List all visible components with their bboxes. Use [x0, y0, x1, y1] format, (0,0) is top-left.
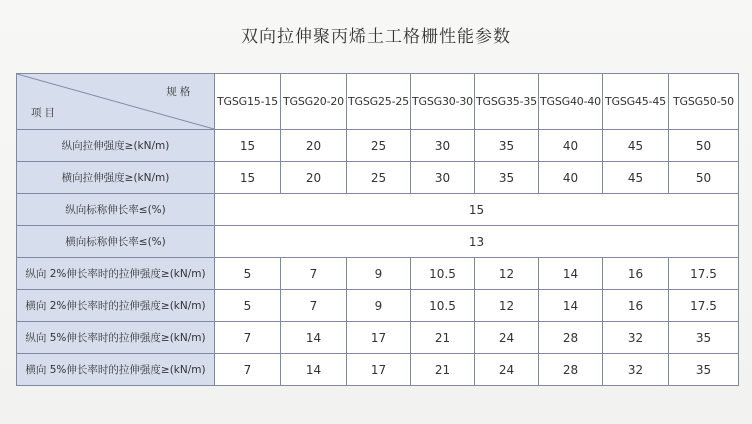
column-header-tgsg20-20: TGSG20-20 — [281, 74, 347, 130]
table-row — [17, 162, 739, 194]
value-cell: 35 — [669, 322, 739, 354]
value-cell: 17.5 — [669, 290, 739, 322]
table-row — [17, 130, 739, 162]
merged-value-cell: 15 — [215, 194, 739, 226]
corner-spec-label: 规 格 — [166, 86, 190, 98]
value-cell: 25 — [347, 162, 411, 194]
value-cell: 14 — [539, 258, 603, 290]
value-cell: 12 — [475, 290, 539, 322]
row-label: 横向 2%伸长率时的拉伸强度≥(kN/m) — [17, 290, 215, 322]
column-header-tgsg50-50: TGSG50-50 — [669, 74, 739, 130]
value-cell: 50 — [669, 130, 739, 162]
table-header-row — [17, 74, 739, 130]
value-cell: 35 — [475, 162, 539, 194]
value-cell: 25 — [347, 130, 411, 162]
table-row — [17, 354, 739, 386]
value-cell: 7 — [215, 354, 281, 386]
value-cell: 28 — [539, 354, 603, 386]
value-cell: 9 — [347, 290, 411, 322]
value-cell: 10.5 — [411, 290, 475, 322]
table-row — [17, 226, 739, 258]
corner-item-label: 项 目 — [31, 107, 55, 119]
column-header-tgsg45-45: TGSG45-45 — [603, 74, 669, 130]
column-header-tgsg35-35: TGSG35-35 — [475, 74, 539, 130]
value-cell: 32 — [603, 322, 669, 354]
value-cell: 16 — [603, 290, 669, 322]
value-cell: 28 — [539, 322, 603, 354]
value-cell: 50 — [669, 162, 739, 194]
value-cell: 30 — [411, 162, 475, 194]
value-cell: 9 — [347, 258, 411, 290]
row-label: 纵向标称伸长率≤(%) — [17, 194, 215, 226]
value-cell: 35 — [669, 354, 739, 386]
value-cell: 20 — [281, 162, 347, 194]
value-cell: 15 — [215, 162, 281, 194]
row-label: 纵向 5%伸长率时的拉伸强度≥(kN/m) — [17, 322, 215, 354]
value-cell: 30 — [411, 130, 475, 162]
table-row — [17, 322, 739, 354]
column-header-tgsg30-30: TGSG30-30 — [411, 74, 475, 130]
value-cell: 45 — [603, 162, 669, 194]
row-label: 纵向 2%伸长率时的拉伸强度≥(kN/m) — [17, 258, 215, 290]
value-cell: 21 — [411, 354, 475, 386]
value-cell: 40 — [539, 130, 603, 162]
value-cell: 12 — [475, 258, 539, 290]
value-cell: 15 — [215, 130, 281, 162]
row-label: 横向标称伸长率≤(%) — [17, 226, 215, 258]
value-cell: 5 — [215, 258, 281, 290]
value-cell: 17 — [347, 354, 411, 386]
value-cell: 32 — [603, 354, 669, 386]
merged-value-cell: 13 — [215, 226, 739, 258]
value-cell: 7 — [281, 290, 347, 322]
value-cell: 45 — [603, 130, 669, 162]
value-cell: 24 — [475, 322, 539, 354]
row-label: 纵向拉伸强度≥(kN/m) — [17, 130, 215, 162]
spec-table — [16, 73, 739, 386]
value-cell: 35 — [475, 130, 539, 162]
value-cell: 14 — [281, 354, 347, 386]
value-cell: 14 — [539, 290, 603, 322]
value-cell: 7 — [281, 258, 347, 290]
table-row — [17, 194, 739, 226]
value-cell: 5 — [215, 290, 281, 322]
value-cell: 14 — [281, 322, 347, 354]
document-title: 双向拉伸聚丙烯土工格栅性能参数 — [241, 27, 511, 47]
column-header-tgsg15-15: TGSG15-15 — [215, 74, 281, 130]
value-cell: 20 — [281, 130, 347, 162]
row-label: 横向 5%伸长率时的拉伸强度≥(kN/m) — [17, 354, 215, 386]
table-row — [17, 258, 739, 290]
corner-diagonal — [17, 74, 214, 129]
table-row — [17, 290, 739, 322]
value-cell: 10.5 — [411, 258, 475, 290]
value-cell: 24 — [475, 354, 539, 386]
value-cell: 40 — [539, 162, 603, 194]
value-cell: 17.5 — [669, 258, 739, 290]
value-cell: 7 — [215, 322, 281, 354]
value-cell: 21 — [411, 322, 475, 354]
table-corner-cell — [17, 74, 215, 130]
column-header-tgsg40-40: TGSG40-40 — [539, 74, 603, 130]
column-header-tgsg25-25: TGSG25-25 — [347, 74, 411, 130]
value-cell: 17 — [347, 322, 411, 354]
row-label: 横向拉伸强度≥(kN/m) — [17, 162, 215, 194]
value-cell: 16 — [603, 258, 669, 290]
